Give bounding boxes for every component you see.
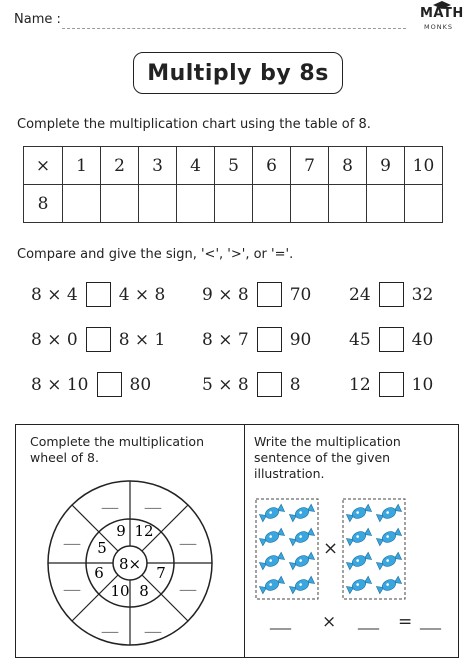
- logo-text: MATH: [420, 6, 464, 21]
- chart-header-cell: 7: [291, 147, 329, 185]
- wheel-number: 7: [156, 564, 166, 582]
- compare-right: 80: [129, 374, 152, 395]
- chart-answer-cell[interactable]: [139, 185, 177, 223]
- logo-subtext: MONKS: [424, 23, 453, 31]
- chart-header-cell: 10: [405, 147, 443, 185]
- wheel-outer-blank[interactable]: ___: [144, 496, 162, 509]
- wheel-outer-blank[interactable]: ___: [63, 532, 81, 545]
- multiplication-chart: [23, 146, 443, 223]
- name-field[interactable]: [62, 28, 406, 29]
- compare-right: 70: [289, 284, 312, 305]
- compare-left: 12: [349, 374, 371, 395]
- chart-header-cell: ×: [24, 147, 63, 185]
- compare-right: 32: [411, 284, 434, 305]
- candy-icon: [346, 575, 372, 594]
- candy-set: [346, 503, 402, 594]
- sentence-blank-2[interactable]: ___: [358, 614, 379, 630]
- compare-item: [31, 282, 165, 307]
- compare-answer-box[interactable]: [379, 327, 404, 352]
- chart-answer-cell[interactable]: [291, 185, 329, 223]
- compare-item: [202, 372, 301, 397]
- compare-left: 9 × 8: [202, 284, 249, 305]
- candy-group-left: [255, 498, 319, 600]
- chart-header-cell: 9: [367, 147, 405, 185]
- wheel-number: 9: [116, 522, 126, 540]
- compare-left: 24: [349, 284, 371, 305]
- compare-answer-box[interactable]: [257, 327, 282, 352]
- candy-icon: [376, 575, 402, 594]
- compare-answer-box[interactable]: [86, 327, 111, 352]
- candy-icon: [376, 527, 402, 546]
- chart-header-cell: 5: [215, 147, 253, 185]
- wheel-outer-blank[interactable]: ___: [179, 532, 197, 545]
- wheel-number: 12: [134, 522, 154, 540]
- chart-instruction: Complete the multiplication chart using the table of 8.: [17, 117, 371, 132]
- compare-right: 4 × 8: [118, 284, 166, 305]
- multiplication-wheel: [40, 478, 220, 648]
- compare-left: 45: [349, 329, 371, 350]
- chart-answer-cell[interactable]: [253, 185, 291, 223]
- wheel-number: 5: [97, 539, 107, 557]
- chart-header-row: [24, 147, 443, 185]
- chart-header-cell: 2: [101, 147, 139, 185]
- wheel-number: 8: [139, 582, 149, 600]
- chart-answer-cell[interactable]: [329, 185, 367, 223]
- compare-right: 8: [289, 374, 301, 395]
- compare-item: [202, 327, 311, 352]
- chart-row-label: 8: [24, 185, 63, 223]
- times-sign: ×: [323, 538, 339, 559]
- candy-icon: [289, 551, 315, 570]
- chart-header-cell: 8: [329, 147, 367, 185]
- compare-item: [31, 372, 151, 397]
- chart-answer-cell[interactable]: [63, 185, 101, 223]
- candy-icon: [259, 551, 285, 570]
- compare-answer-box[interactable]: [257, 372, 282, 397]
- wheel-center-label: 8×: [118, 555, 142, 573]
- compare-left: 8 × 10: [31, 374, 89, 395]
- compare-item: [31, 327, 165, 352]
- candy-icon: [376, 551, 402, 570]
- page-title: Multiply by 8s: [133, 52, 343, 94]
- candy-icon: [289, 503, 315, 522]
- compare-answer-box[interactable]: [257, 282, 282, 307]
- candy-icon: [289, 575, 315, 594]
- name-label: Name :: [14, 12, 61, 27]
- wheel-outer-blank[interactable]: ___: [101, 620, 119, 633]
- candy-icon: [376, 503, 402, 522]
- panel-divider: [244, 424, 245, 658]
- wheel-outer-blank[interactable]: ___: [101, 496, 119, 509]
- candy-icon: [289, 527, 315, 546]
- sentence-blank-1[interactable]: ___: [270, 614, 291, 630]
- candy-icon: [259, 527, 285, 546]
- chart-header-cell: 4: [177, 147, 215, 185]
- wheel-outer-blank[interactable]: ___: [63, 578, 81, 591]
- chart-answer-cell[interactable]: [101, 185, 139, 223]
- candy-icon: [259, 503, 285, 522]
- chart-header-cell: 1: [63, 147, 101, 185]
- chart-answer-cell[interactable]: [215, 185, 253, 223]
- wheel-number: 6: [94, 564, 104, 582]
- compare-right: 90: [289, 329, 312, 350]
- compare-answer-box[interactable]: [86, 282, 111, 307]
- sentence-equals: =: [398, 612, 413, 632]
- candy-icon: [346, 527, 372, 546]
- chart-header-cell: 6: [253, 147, 291, 185]
- wheel-outer-blank[interactable]: ___: [179, 578, 197, 591]
- compare-item: [349, 327, 433, 352]
- compare-item: [202, 282, 311, 307]
- candy-icon: [346, 503, 372, 522]
- compare-right: 10: [411, 374, 434, 395]
- sentence-blank-3[interactable]: ___: [420, 614, 441, 630]
- candy-icon: [259, 575, 285, 594]
- wheel-number: 10: [110, 582, 130, 600]
- compare-right: 8 × 1: [118, 329, 166, 350]
- compare-answer-box[interactable]: [379, 282, 404, 307]
- compare-answer-box[interactable]: [379, 372, 404, 397]
- compare-item: [349, 372, 433, 397]
- compare-item: [349, 282, 433, 307]
- compare-left: 8 × 4: [31, 284, 78, 305]
- illustration-instruction: Write the multiplication sentence of the given illustration.: [254, 434, 401, 481]
- compare-left: 5 × 8: [202, 374, 249, 395]
- compare-instruction: Compare and give the sign, '<', '>', or '='.: [17, 247, 294, 262]
- compare-left: 8 × 7: [202, 329, 249, 350]
- chart-header-cell: 3: [139, 147, 177, 185]
- chart-answer-cell[interactable]: [177, 185, 215, 223]
- chart-answer-cell[interactable]: [367, 185, 405, 223]
- candy-icon: [346, 551, 372, 570]
- wheel-instruction: Complete the multiplication wheel of 8.: [30, 434, 205, 465]
- compare-right: 40: [411, 329, 434, 350]
- chart-answer-cell[interactable]: [405, 185, 443, 223]
- wheel-outer-blank[interactable]: ___: [144, 620, 162, 633]
- chart-answer-row: [24, 185, 443, 223]
- math-monks-logo: [418, 6, 466, 36]
- compare-left: 8 × 0: [31, 329, 78, 350]
- sentence-times: ×: [322, 612, 337, 632]
- candy-group-right: [342, 498, 406, 600]
- compare-answer-box[interactable]: [97, 372, 122, 397]
- candy-set: [259, 503, 315, 594]
